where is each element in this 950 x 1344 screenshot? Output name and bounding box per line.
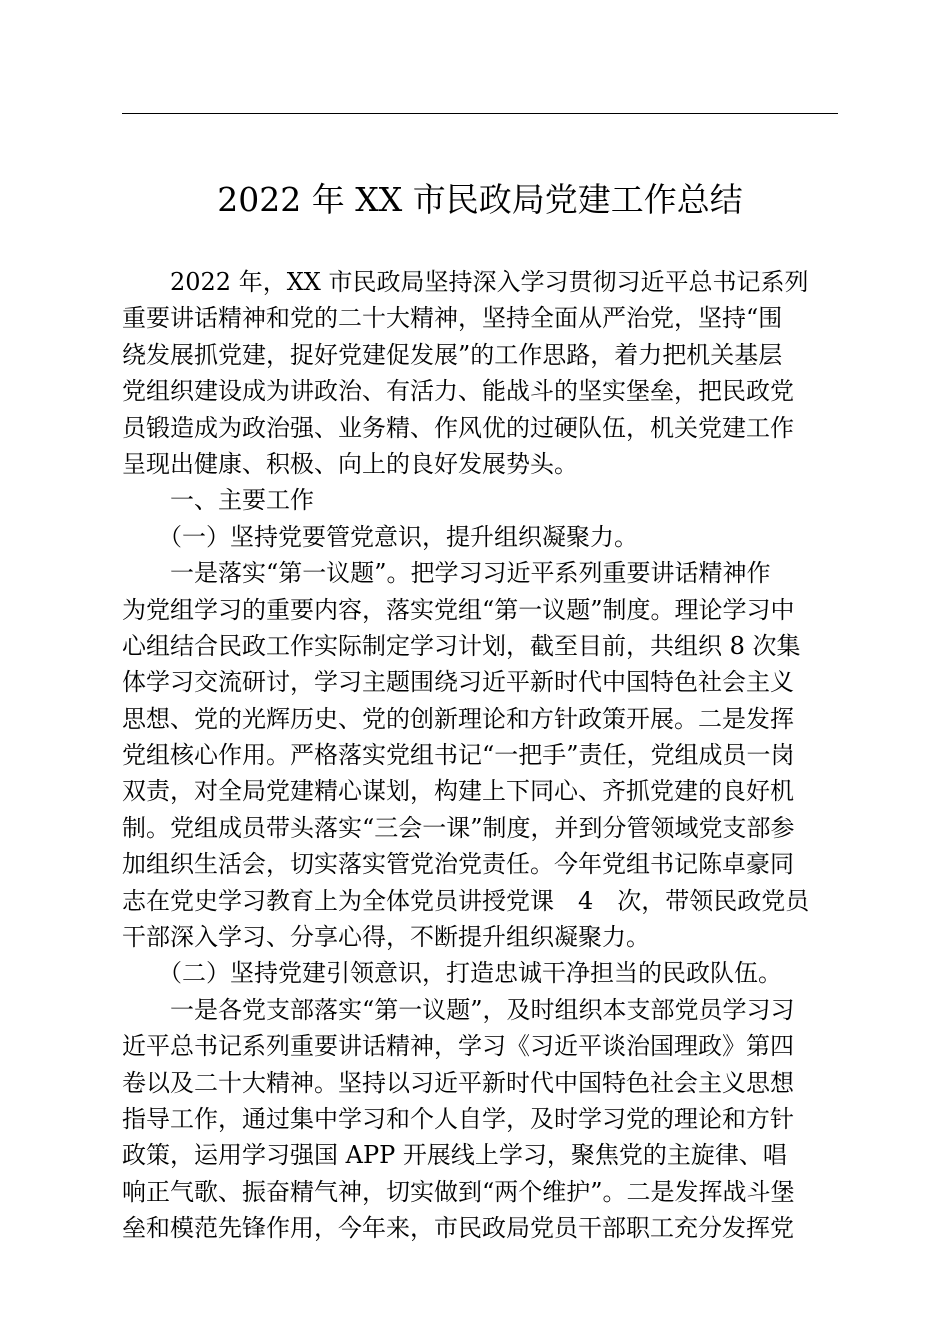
body-line: 体学习交流研讨，学习主题围绕习近平新时代中国特色社会主义: [122, 668, 794, 697]
header-rule: [122, 113, 838, 114]
body-line: 为党组学习的重要内容，落实党组“第一议题”制度。理论学习中: [122, 595, 795, 624]
subsection-heading: （一）坚持党要管党意识，提升组织凝聚力。: [122, 522, 638, 551]
body-line: 政策，运用学习强国 APP 开展线上学习，聚焦党的主旋律、唱: [122, 1141, 787, 1170]
body-line: 一是落实“第一议题”。把学习习近平系列重要讲话精神作: [122, 559, 771, 588]
body-line: 双责，对全局党建精心谋划，构建上下同心、齐抓党建的良好机: [122, 777, 794, 806]
body-line: 指导工作，通过集中学习和个人自学，及时学习党的理论和方针: [122, 1104, 794, 1133]
body-line: 制。党组成员带头落实“三会一课”制度，并到分管领域党支部参: [122, 813, 795, 842]
body-line: 重要讲话精神和党的二十大精神，坚持全面从严治党，坚持“围: [122, 304, 783, 333]
document-body: [122, 264, 842, 1247]
subsection-heading: （二）坚持党建引领意识，打造忠诚干净担当的民政队伍。: [122, 959, 782, 988]
body-line: 一是各党支部落实“第一议题”，及时组织本支部党员学习习: [122, 995, 795, 1024]
body-line: 响正气歌、振奋精气神，切实做到“两个维护”。二是发挥战斗堡: [122, 1177, 795, 1206]
body-line: 近平总书记系列重要讲话精神，学习《习近平谈治国理政》第四: [122, 1032, 794, 1061]
body-line: 加组织生活会，切实落实管党治党责任。今年党组书记陈卓豪同: [122, 850, 794, 879]
body-line: 2022 年，XX 市民政局坚持深入学习贯彻习近平总书记系列: [122, 268, 809, 296]
body-line: 志在党史学习教育上为全体党员讲授党课 4 次，带领民政党员: [122, 886, 810, 915]
body-line: 卷以及二十大精神。坚持以习近平新时代中国特色社会主义思想: [122, 1068, 794, 1097]
section-heading: 一、主要工作: [122, 486, 314, 515]
body-line: 心组结合民政工作实际制定学习计划，截至目前，共组织 8 次集: [122, 631, 801, 660]
body-line: 思想、党的光辉历史、党的创新理论和方针政策开展。二是发挥: [122, 704, 794, 733]
body-line: 绕发展抓党建，捉好党建促发展”的工作思路，着力把机关基层: [122, 340, 783, 369]
body-line: 员锻造成为政治强、业务精、作风优的过硬队伍，机关党建工作: [122, 413, 794, 442]
body-line: 党组核心作用。严格落实党组书记“一把手”责任，党组成员一岗: [122, 741, 795, 770]
body-line: 干部深入学习、分享心得，不断提升组织凝聚力。: [122, 923, 650, 952]
body-line: 呈现出健康、积极、向上的良好发展势头。: [122, 449, 578, 478]
body-line: 党组织建设成为讲政治、有活力、能战斗的坚实堡垒，把民政党: [122, 377, 794, 406]
document-title: 2022 年 XX 市民政局党建工作总结: [217, 180, 743, 219]
body-line: 垒和模范先锋作用，今年来，市民政局党员干部职工充分发挥党: [122, 1214, 794, 1243]
